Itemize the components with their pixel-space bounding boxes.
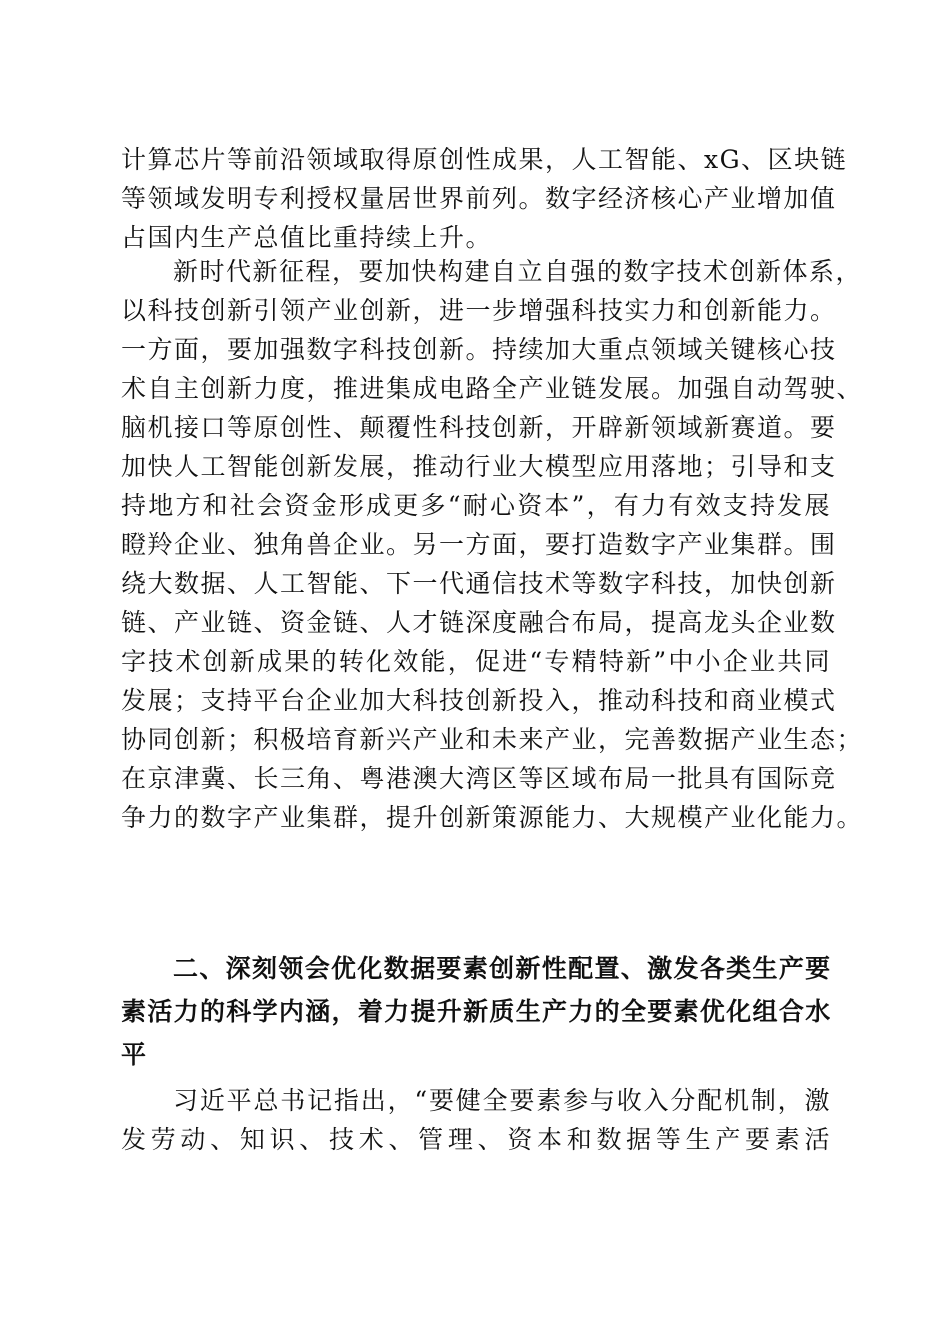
text-line: 绕大数据、人工智能、下一代通信技术等数字科技，加快创新 [121,569,837,598]
text-line: 字技术创新成果的转化效能，促进“专精特新”中小企业共同 [121,647,831,676]
text-line: 加快人工智能创新发展，推动行业大模型应用落地；引导和支 [121,452,837,481]
text-line: 一方面，要加强数字科技创新。持续加大重点领域关键核心技 [121,335,837,364]
paragraph-digital-innovation [121,252,864,837]
text-line: 发劳动、知识、技术、管理、资本和数据等生产要素活 [121,1125,831,1154]
text-line: 链、产业链、资金链、人才链深度融合布局，提高龙头企业数 [121,608,837,637]
text-line: 以科技创新引领产业创新，进一步增强科技实力和创新能力。 [121,296,837,325]
text-line: 脑机接口等原创性、颠覆性科技创新，开辟新领域新赛道。要 [121,413,837,442]
text-line: 计算芯片等前沿领域取得原创性成果，人工智能、xG、区块链 [121,145,848,174]
paragraph-quote [121,1081,831,1159]
text-line: 术自主创新力度，推进集成电路全产业链发展。加强自动驾驶、 [121,374,864,403]
section-heading [121,947,831,1076]
text-line: 习近平总书记指出，“要健全要素参与收入分配机制，激 [173,1086,831,1115]
heading-line: 二、深刻领会优化数据要素创新性配置、激发各类生产要 [173,954,831,983]
heading-line: 平 [121,1040,147,1069]
text-line: 瞪羚企业、独角兽企业。另一方面，要打造数字产业集群。围 [121,530,837,559]
text-line: 新时代新征程，要加快构建自立自强的数字技术创新体系， [173,257,863,286]
text-line: 在京津冀、长三角、粤港澳大湾区等区域布局一批具有国际竞 [121,764,837,793]
text-line: 发展；支持平台企业加大科技创新投入，推动科技和商业模式 [121,686,837,715]
heading-line: 素活力的科学内涵，着力提升新质生产力的全要素优化组合水 [121,997,831,1026]
text-line: 协同创新；积极培育新兴产业和未来产业，完善数据产业生态； [121,725,864,754]
text-line: 占国内生产总值比重持续上升。 [121,223,493,252]
text-line: 等领域发明专利授权量居世界前列。数字经济核心产业增加值 [121,184,837,213]
text-line: 争力的数字产业集群，提升创新策源能力、大规模产业化能力。 [121,803,864,832]
paragraph-continuation [121,140,848,257]
text-line: 持地方和社会资金形成更多“耐心资本”，有力有效支持发展 [121,491,831,520]
